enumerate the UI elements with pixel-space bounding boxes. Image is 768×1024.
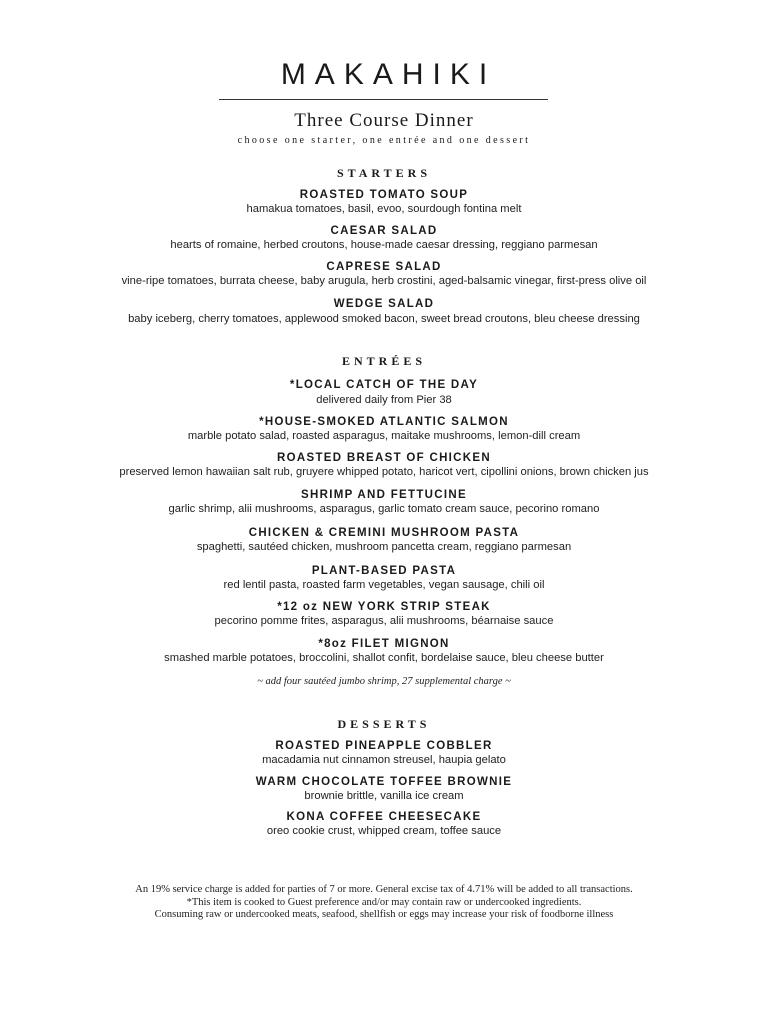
menu-item-name: PLANT-BASED PASTA — [311, 565, 457, 577]
menu-item-name: CAPRESE SALAD — [326, 261, 442, 273]
menu-item-description: hearts of romaine, herbed croutons, house-made caesar dressing, reggiano parmesan — [170, 239, 598, 251]
menu-instruction: choose one starter, one entrée and one dessert — [237, 135, 531, 146]
menu-item-description: vine-ripe tomatoes, burrata cheese, baby arugula, herb crostini, aged-balsamic vinegar, first-press olive oil — [121, 275, 647, 287]
restaurant-name: MAKAHIKI — [280, 58, 497, 91]
menu-item-name: CHICKEN & CREMINI MUSHROOM PASTA — [248, 527, 520, 539]
menu-item-description: baby iceberg, cherry tomatoes, applewood smoked bacon, sweet bread croutons, bleu cheese dressing — [128, 313, 640, 325]
menu-footer-notes — [0, 884, 768, 922]
section-heading-entrees: ENTRÉES — [341, 354, 427, 368]
menu-item-description: delivered daily from Pier 38 — [316, 394, 452, 406]
footer-cooked-preference-note: *This item is cooked to Guest preference and/or may contain raw or undercooked ingredients. — [186, 896, 582, 908]
menu-item-name: *HOUSE-SMOKED ATLANTIC SALMON — [259, 416, 509, 428]
menu-item-name: CAESAR SALAD — [330, 225, 438, 237]
footer-service-charge-note: An 19% service charge is added for parties of 7 or more. General excise tax of 4.71% will be added to all transactions. — [135, 884, 633, 895]
menu-item-name: KONA COFFEE CHEESECAKE — [286, 811, 482, 823]
header-divider — [219, 99, 548, 100]
menu-title: Three Course Dinner — [294, 110, 474, 131]
menu-item-name: *LOCAL CATCH OF THE DAY — [289, 379, 479, 391]
menu-item-name: *8oz FILET MIGNON — [318, 638, 450, 650]
footer-foodborne-warning: Consuming raw or undercooked meats, seafood, shellfish or eggs may increase your risk of foodborne illness — [154, 909, 614, 920]
menu-item-name: WEDGE SALAD — [333, 298, 435, 310]
menu-item-description: brownie brittle, vanilla ice cream — [304, 790, 464, 802]
menu-item-description: hamakua tomatoes, basil, evoo, sourdough fontina melt — [246, 203, 522, 215]
menu-item-name: WARM CHOCOLATE TOFFEE BROWNIE — [255, 776, 513, 788]
menu-item-description: marble potato salad, roasted asparagus, maitake mushrooms, lemon-dill cream — [187, 430, 581, 442]
menu-item-description: macadamia nut cinnamon streusel, haupia gelato — [262, 754, 506, 766]
menu-item-description: oreo cookie crust, whipped cream, toffee sauce — [266, 825, 502, 837]
menu-item-description: pecorino pomme frites, asparagus, alii mushrooms, béarnaise sauce — [214, 615, 554, 627]
menu-item-description: garlic shrimp, alii mushrooms, asparagus, garlic tomato cream sauce, pecorino romano — [168, 503, 600, 515]
entree-addon-note: ~ add four sautéed jumbo shrimp, 27 supplemental charge ~ — [257, 676, 511, 687]
menu-item-name: SHRIMP AND FETTUCINE — [301, 489, 467, 501]
menu-item-description: preserved lemon hawaiian salt rub, gruyere whipped potato, haricot vert, cipollini onions, brown chicken jus — [119, 466, 649, 478]
menu-item-description: red lentil pasta, roasted farm vegetables, vegan sausage, chili oil — [223, 579, 545, 591]
menu-item-description: smashed marble potatoes, broccolini, shallot confit, bordelaise sauce, bleu cheese butter — [164, 652, 604, 664]
menu-item-name: ROASTED PINEAPPLE COBBLER — [275, 740, 493, 752]
menu-item-name: *12 oz NEW YORK STRIP STEAK — [277, 601, 491, 613]
section-heading-desserts: DESSERTS — [337, 717, 431, 731]
menu-item-name: ROASTED TOMATO SOUP — [299, 189, 469, 201]
menu-item-name: ROASTED BREAST OF CHICKEN — [277, 452, 491, 464]
section-heading-starters: STARTERS — [336, 166, 432, 180]
menu-item-description: spaghetti, sautéed chicken, mushroom pancetta cream, reggiano parmesan — [196, 541, 572, 553]
